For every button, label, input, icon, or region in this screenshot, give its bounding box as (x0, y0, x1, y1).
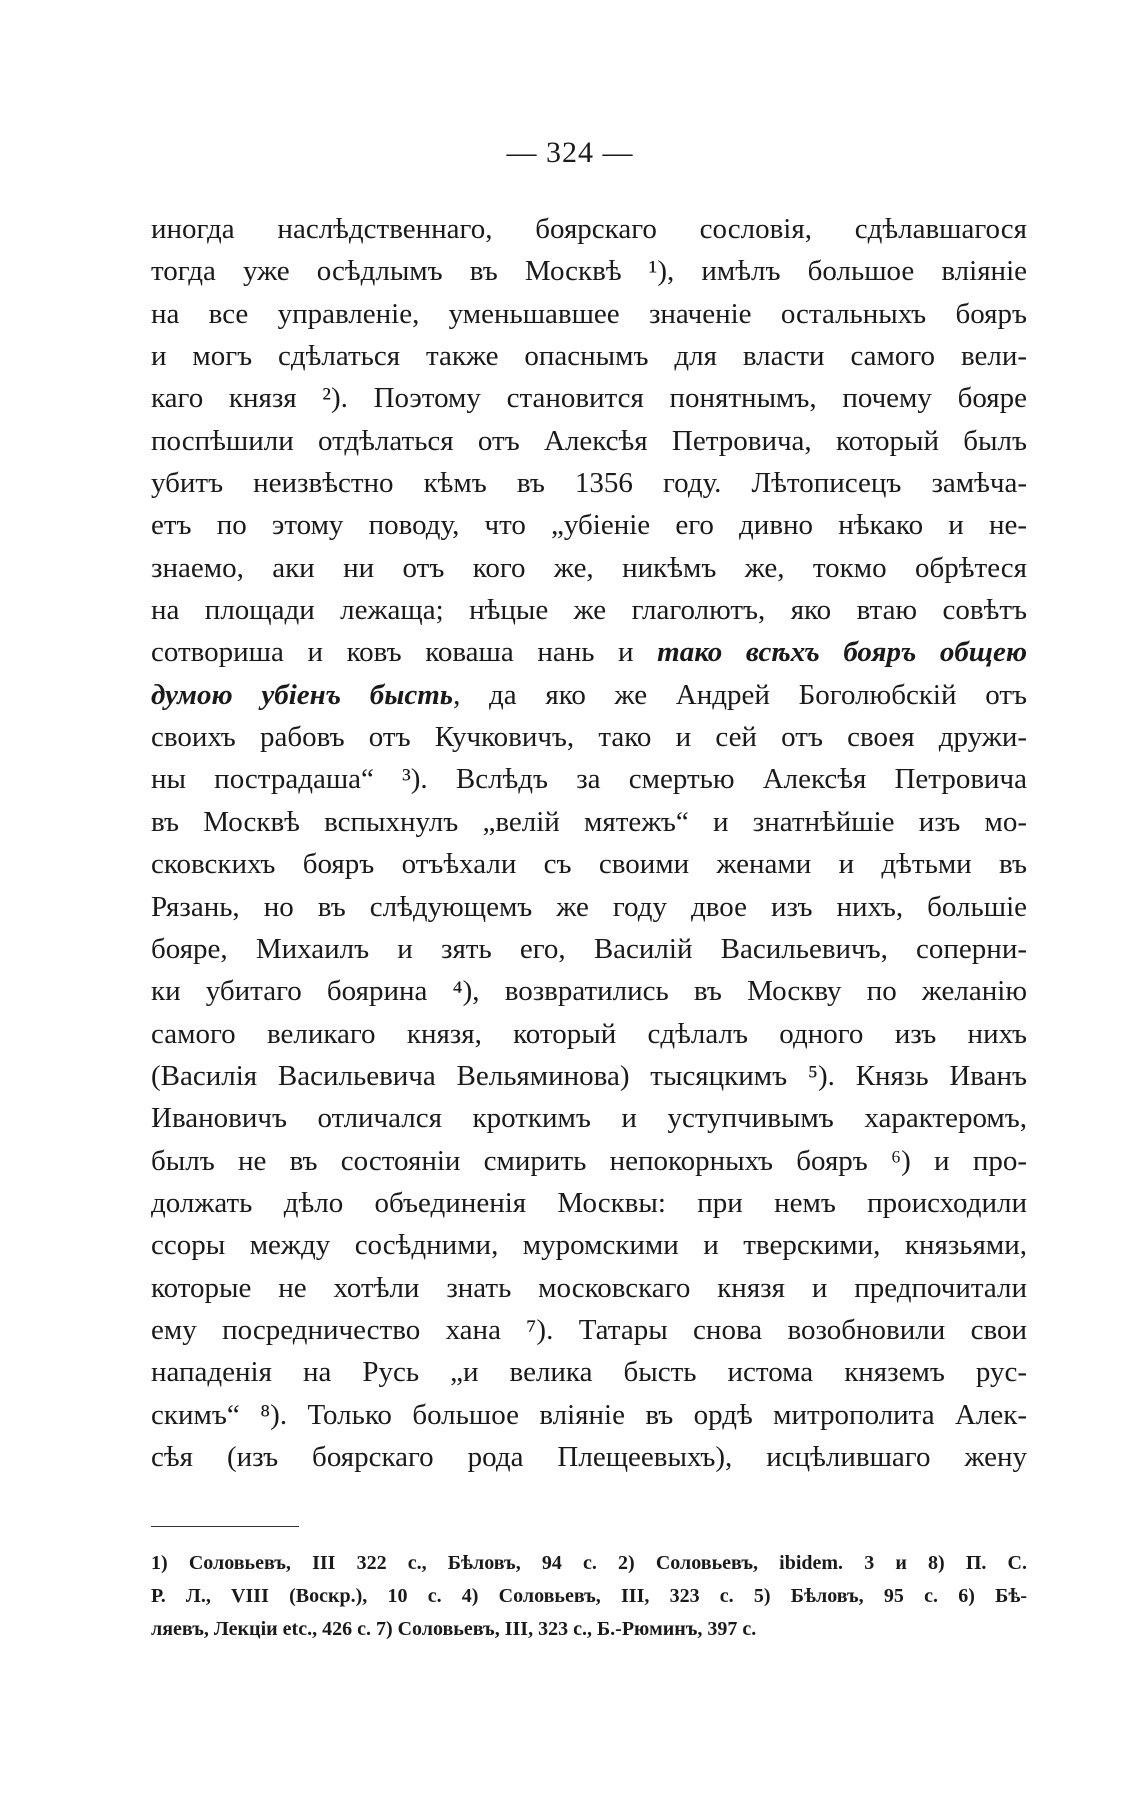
footnotes (151, 1547, 1027, 1646)
text-line: скимъ“ ⁸). Только большое вліяніе въ ордѣ митрополита Алек- (151, 1398, 1027, 1431)
text-line: въ Москвѣ вспыхнулъ „велій мятежъ“ и знатнѣйшіе изъ мо- (151, 805, 1027, 838)
body-text (151, 208, 1027, 1478)
text-line: самого великаго князя, который сдѣлалъ одного изъ нихъ (151, 1017, 1027, 1050)
footnote-line: ляевъ, Лекціи etc., 426 с. 7) Соловьевъ, III, 323 с., Б.-Рюминъ, 397 с. (151, 1618, 757, 1640)
text-line: Рязань, но въ слѣдующемъ же году двое изъ нихъ, большіе (151, 890, 1027, 923)
text-line: на все управленіе, уменьшавшее значеніе остальныхъ бояръ (151, 297, 1027, 330)
text-line: должать дѣло объединенія Москвы: при немъ происходили (151, 1186, 1027, 1219)
text-line: сѣя (изъ боярскаго рода Плещеевыхъ), исцѣлившаго жену (151, 1440, 1027, 1473)
text-line: на площади лежаща; нѣцые же глаголютъ, яко втаю совѣтъ (151, 594, 1027, 627)
text-line: каго князя ²). Поэтому становится понятнымъ, почему бояре (151, 382, 1027, 415)
footnote-divider (151, 1526, 299, 1527)
text-line-with-italic (151, 631, 1027, 673)
text-line: которые не хотѣли знать московскаго князя и предпочитали (151, 1271, 1027, 1304)
text-line: тогда уже осѣдлымъ въ Москвѣ ¹), имѣлъ большое вліяніе (151, 255, 1027, 288)
text-line: Ивановичъ отличался кроткимъ и уступчивымъ характеромъ, (151, 1102, 1027, 1135)
footnote-line: Р. Л., VIII (Воскр.), 10 с. 4) Соловьевъ, III, 323 с. 5) Бѣловъ, 95 с. 6) Бѣ- (151, 1585, 1027, 1607)
text-line: и могъ сдѣлаться также опаснымъ для власти самого вели- (151, 340, 1027, 373)
text-line: етъ по этому поводу, что „убіеніе его дивно нѣкако и не- (151, 509, 1027, 542)
text-line: убитъ неизвѣстно кѣмъ въ 1356 году. Лѣтописецъ замѣча- (151, 467, 1027, 500)
text-line: былъ не въ состояніи смирить непокорныхъ бояръ ⁶) и про- (151, 1144, 1027, 1177)
text-line: ссоры между сосѣдними, муромскими и тверскими, князьями, (151, 1229, 1027, 1262)
text-line: поспѣшили отдѣлаться отъ Алексѣя Петровича, который былъ (151, 424, 1027, 457)
text-line: бояре, Михаилъ и зять его, Василій Васильевичъ, соперни- (151, 932, 1027, 965)
text-line: своихъ рабовъ отъ Кучковичъ, тако и сей отъ своея дружи- (151, 721, 1027, 754)
text-line: ны пострадаша“ ³). Вслѣдъ за смертью Алексѣя Петровича (151, 763, 1027, 796)
text-line: иногда наслѣдственнаго, боярскаго сословія, сдѣлавшагося (151, 213, 1027, 245)
text-line: нападенія на Русь „и велика бысть истома княземъ рус- (151, 1356, 1027, 1389)
page-number: — 324 — (506, 136, 634, 169)
text-line: знаемо, аки ни отъ кого же, никѣмъ же, токмо обрѣтеся (151, 551, 1027, 584)
text-line: ки убитаго боярина ⁴), возвратились въ Москву по желанію (151, 975, 1027, 1008)
text-segment: , да яко же Андрей Боголюбскій отъ (453, 678, 1027, 711)
italic-quote-segment: тако всѣхъ бояръ общею (657, 636, 1027, 669)
text-line: (Василія Васильевича Вельяминова) тысяцкимъ ⁵). Князь Иванъ (151, 1059, 1027, 1092)
italic-quote-segment: думою убіенъ бысть (151, 678, 454, 711)
text-segment: сотвориша и ковъ коваша нань и (151, 636, 658, 669)
text-line: ему посредничество хана ⁷). Татары снова возобновили свои (151, 1313, 1027, 1346)
footnote-line: 1) Соловьевъ, III 322 с., Бѣловъ, 94 с. 2) Соловьевъ, ibidem. 3 и 8) П. С. (151, 1552, 1027, 1574)
text-line-with-italic (151, 674, 1027, 716)
text-line: сковскихъ бояръ отъѣхали съ своими женами и дѣтьми въ (151, 848, 1027, 881)
